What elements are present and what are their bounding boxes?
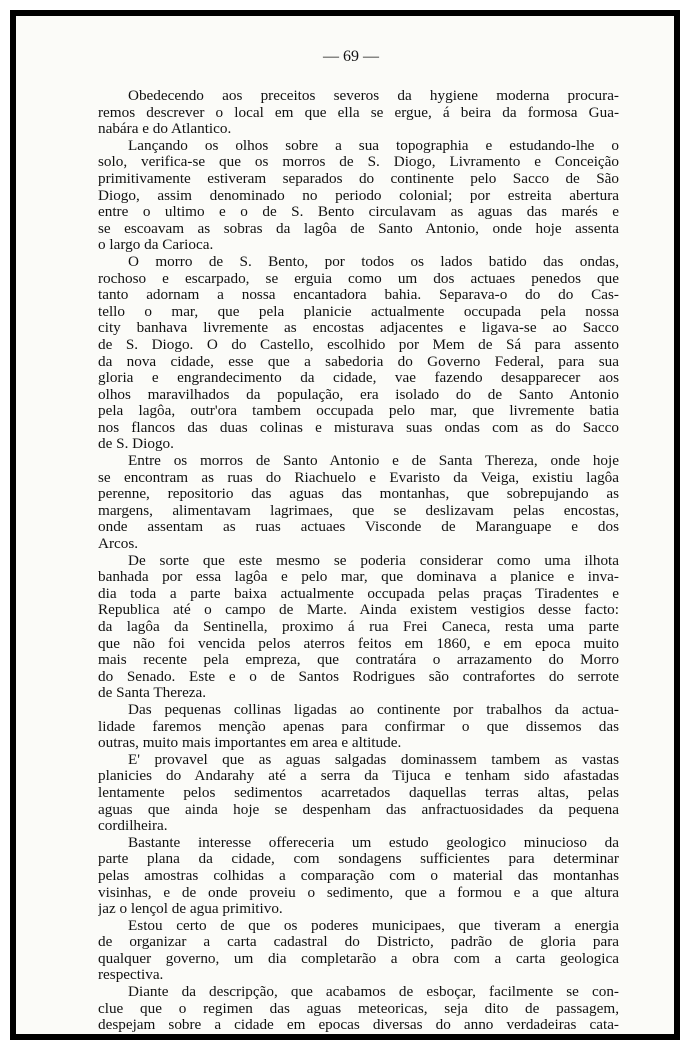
text-line: qualquer governo, um dia completarão a obra com a carta geologica <box>98 950 619 967</box>
paragraph <box>98 553 619 702</box>
text-line: pela lagôa, outr'ora tambem occupada pelo mar, que livremente batia <box>98 403 619 420</box>
text-line: outras, muito mais importantes em area e altitude. <box>98 735 402 752</box>
text-line: olhos maravilhados da população, era isolado do de Santo Antonio <box>98 386 619 403</box>
text-line: nabára e do Atlantico. <box>98 121 232 138</box>
text-line: gloria e engrandecimento da cidade, vae fazendo desapparecer aos <box>98 370 619 387</box>
body-text <box>98 88 619 1034</box>
text-line: E' provavel que as aguas salgadas dominassem tambem as vastas <box>128 751 619 768</box>
text-line: se encontram as ruas do Riachuelo e Evaristo da Veiga, existiu lagôa <box>98 469 619 486</box>
text-line: que não foi vencida pelos aterros feitos em 1860, e em epoca muito <box>98 635 619 652</box>
text-line: Lançando os olhos sobre a sua topographia e estudando-lhe o <box>128 137 619 154</box>
text-line: onde assentam as ruas actuaes Visconde de Maranguape e dos <box>98 519 619 536</box>
text-line: Estou certo de que os poderes municipaes, que tiveram a energia <box>128 917 619 934</box>
text-line: planicies do Andarahy até a serra da Tijuca e tenham sido afastadas <box>98 768 619 785</box>
text-line: lentamente pelos sedimentos acarretados daquellas terras altas, pelas <box>98 784 619 801</box>
text-line: pelas amostras colhidas a comparação com o material das montanhas <box>98 867 619 884</box>
text-line: lidade faremos menção apenas para confirmar o que dissemos das <box>98 718 619 735</box>
paragraph <box>98 254 619 453</box>
text-line: De sorte que este mesmo se poderia considerar como uma ilhota <box>128 552 619 569</box>
text-line: margens, alimentavam lagrimaes, que se deslizavam pelas encostas, <box>98 502 619 519</box>
text-line: visinhas, e de onde proveiu o sedimento, que a formou e a que altura <box>98 884 619 901</box>
page-number: — 69 — <box>323 48 379 65</box>
text-line: remos descrever o local em que ella se ergue, á beira da formosa Gua- <box>98 104 619 121</box>
text-line: banhada por essa lagôa e pelo mar, que dominava a planice e inva- <box>98 569 619 586</box>
paragraph <box>98 138 619 254</box>
text-line: do Senado. Este e o de Santos Rodrigues são contrafortes do serrote <box>98 668 619 685</box>
text-line: solo, verifica-se que os morros de S. Diogo, Livramento e Conceição <box>98 154 619 171</box>
text-line: o largo da Carioca. <box>98 237 214 254</box>
text-line: Republica até o campo de Marte. Ainda existem vestigios desse facto: <box>98 602 619 619</box>
text-line: respectiva. <box>98 967 164 984</box>
text-line: city banhava livremente as encostas adjacentes e ligava-se ao Sacco <box>98 320 619 337</box>
text-line: despejam sobre a cidade em epocas diversas do anno verdadeiras cata- <box>98 1017 619 1034</box>
text-line: aguas que ainda hoje se despenham das anfractuosidades da pequena <box>98 801 619 818</box>
text-line: jaz o lençol de agua primitivo. <box>98 901 283 918</box>
text-line: rochoso e escarpado, se erguia como um dos actuaes penedos que <box>98 270 619 287</box>
text-line: de Santa Thereza. <box>98 685 207 702</box>
text-line: Das pequenas collinas ligadas ao continente por trabalhos da actua- <box>128 701 619 718</box>
text-line: cordilheira. <box>98 818 168 835</box>
text-line: primitivamente estiveram separados do continente pelo Sacco de São <box>98 170 619 187</box>
text-line: nos flancos das duas colinas e misturava suas ondas com as do Sacco <box>98 419 619 436</box>
paragraph <box>98 984 619 1034</box>
text-line: da nova cidade, esse que a sabedoria do Governo Federal, para sua <box>98 353 619 370</box>
text-line: Diante da descripção, que acabamos de esboçar, facilmente se con- <box>128 984 619 1001</box>
text-line: da lagôa da Sentinella, proximo á rua Frei Caneca, resta uma parte <box>98 619 619 635</box>
text-line: dia toda a parte baixa actualmente occupada pelas praças Tiradentes e <box>98 585 619 602</box>
page-frame <box>10 10 680 1040</box>
text-line: Arcos. <box>98 536 139 553</box>
text-line: parte plana da cidade, com sondagens sufficientes para determinar <box>98 851 619 868</box>
paragraph <box>98 752 619 835</box>
text-line: tello o mar, que pela planicie actualmente occupada pela nossa <box>98 303 619 320</box>
paragraph <box>98 835 619 918</box>
text-line: se escoavam as sobras da lagôa de Santo Antonio, onde hoje assenta <box>98 220 619 237</box>
text-line: de S. Diogo. <box>98 436 174 453</box>
text-line: tanto adornam a nossa encantadora bahia. Separava-o do do Cas- <box>98 287 619 304</box>
text-line: de S. Diogo. O do Castello, escolhido por Mem de Sá para assento <box>98 336 619 353</box>
text-line: clue que o regimen das aguas meteoricas, seja dito de passagem, <box>98 1000 619 1017</box>
paragraph <box>98 453 619 553</box>
text-line: perenne, repositorio das aguas das montanhas, que sobrepujando as <box>98 486 619 503</box>
text-line: Obedecendo aos preceitos severos da hygiene moderna procura- <box>128 88 619 104</box>
text-line: Bastante interesse offereceria um estudo geologico minucioso da <box>128 834 619 851</box>
text-line: Entre os morros de Santo Antonio e de Santa Thereza, onde hoje <box>128 453 619 470</box>
text-line: mais recente pela empreza, que contratára o arrazamento do Morro <box>98 652 619 669</box>
paragraph <box>98 88 619 138</box>
paragraph <box>98 702 619 752</box>
paragraph <box>98 918 619 984</box>
text-line: O morro de S. Bento, por todos os lados batido das ondas, <box>128 253 619 270</box>
text-line: entre o ultimo e o de S. Bento circulavam as aguas das marés e <box>98 204 619 221</box>
text-line: de organizar a carta cadastral do Districto, padrão de gloria para <box>98 934 619 951</box>
text-line: Diogo, assim denominado no periodo colonial; por estreita abertura <box>98 187 619 204</box>
